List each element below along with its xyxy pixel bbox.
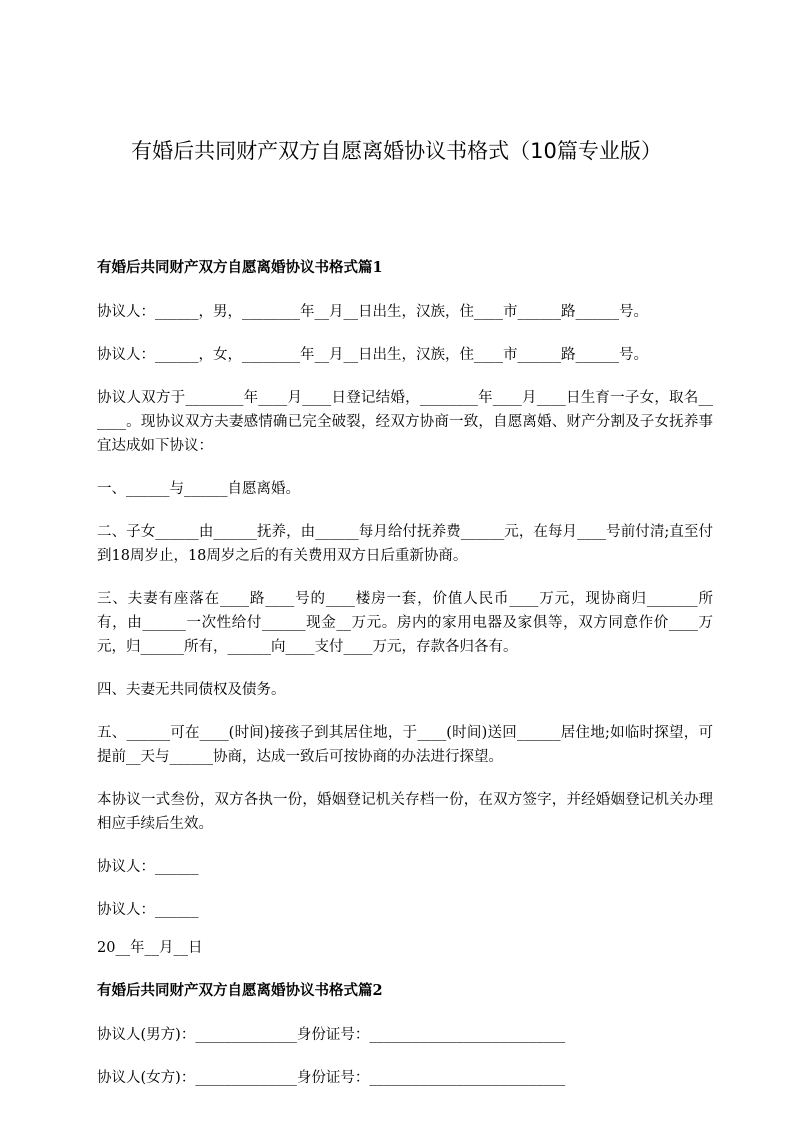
document-title: 有婚后共同财产双方自愿离婚协议书格式（10篇专业版） (131, 139, 662, 163)
section-2-heading: 有婚后共同财产双方自愿离婚协议书格式篇2 (97, 982, 383, 999)
signature-line-2: 协议人：______ (97, 902, 199, 918)
party-female-paragraph: 协议人：______，女，________年__月__日出生，汉族，住____市______路______号。 (97, 347, 648, 363)
signature-line-1: 协议人：______ (97, 859, 199, 875)
female-party-line: 协议人(女方)：______________身份证号：___________________________ (97, 1070, 566, 1086)
clause-4-paragraph: 四、夫妻无共同债权及债务。 (97, 682, 286, 698)
clause-3-paragraph: 三、夫妻有座落在____路____号的____楼房一套，价值人民币____万元，现协商归_______所有，由______一次性给付______现金__万元。房内的家用电器及家俱等，双方同意作价____万元，归______所有，______向____支付____万元，存款各归各有。 (97, 591, 713, 655)
clause-5-paragraph: 五、______可在____(时间)接孩子到其居住地，于____(时间)送回______居住地;如临时探望，可提前__天与______协商，达成一致后可按协商的办法进行探望。 (97, 725, 713, 765)
marriage-info-paragraph: 协议人双方于________年____月____日登记结婚，________年____月____日生育一子女，取名______。现协议双方夫妻感情确已完全破裂，经双方协商一致，自愿离婚、财产分割及子女抚养事宜达成如下协议： (97, 390, 713, 454)
section-1-heading: 有婚后共同财产双方自愿离婚协议书格式篇1 (97, 259, 383, 276)
clause-2-paragraph: 二、子女______由______抚养，由______每月给付抚养费______元，在每月____号前付清;直至付到18周岁止，18周岁之后的有关费用双方日后重新协商。 (97, 524, 713, 564)
date-line: 20__年__月__日 (97, 940, 203, 956)
party-male-paragraph: 协议人：______，男，________年__月__日出生，汉族，住____市______路______号。 (97, 304, 648, 320)
male-party-line: 协议人(男方)：______________身份证号：___________________________ (97, 1027, 566, 1043)
document-body (97, 256, 713, 1109)
clause-1-paragraph: 一、______与______自愿离婚。 (97, 481, 300, 497)
effectiveness-paragraph: 本协议一式叁份，双方各执一份，婚姻登记机关存档一份，在双方签字，并经婚姻登记机关办理相应手续后生效。 (97, 792, 713, 832)
